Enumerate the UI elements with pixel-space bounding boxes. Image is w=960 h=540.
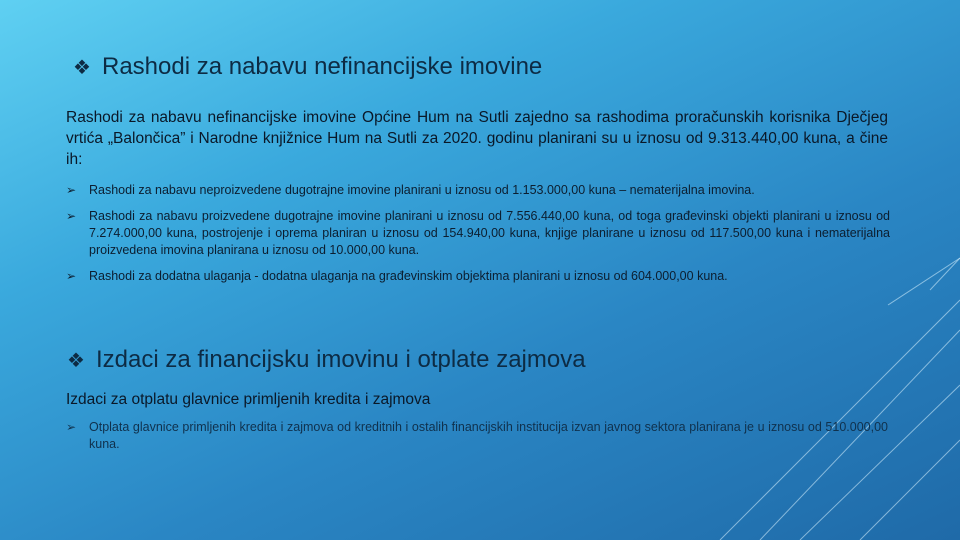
list-item-text: Rashodi za nabavu proizvedene dugotrajne imovine planirani u iznosu od 7.556.440,00 kuna, od toga građevinski objekti planirani u iznosu od 7.274.000,00 kuna, postrojenje i oprema planiran u iznosu od 154.940,00 kuna, knjige planirane u iznosu od 117.500,00 kuna i nematerijalna proizvedena imovina planirana u iznosu od 10.000,00 kuna. xyxy=(89,209,890,257)
list-item-text: Rashodi za nabavu neproizvedene dugotrajne imovine planirani u iznosu od 1.153.000,00 kuna – nematerijalna imovina. xyxy=(89,183,755,197)
section-subtitle: Izdaci za otplatu glavnice primljenih kredita i zajmova xyxy=(66,391,431,408)
section-title: Izdaci za financijsku imovinu i otplate zajmova xyxy=(96,346,586,373)
section-heading-financijska xyxy=(66,346,586,374)
list-item-text: Otplata glavnice primljenih kredita i zajmova od kreditnih i ostalih financijskih institucija izvan javnog sektora planirana je u iznosu od 510.000,00 kuna. xyxy=(89,420,888,451)
list-item xyxy=(66,268,890,285)
arrow-bullet-icon: ➢ xyxy=(66,183,77,197)
section-heading-nefinancijska xyxy=(72,53,542,81)
arrow-bullet-icon: ➢ xyxy=(66,420,77,434)
intro-paragraph: Rashodi za nabavu nefinancijske imovine Općine Hum na Sutli zajedno sa rashodima proračunskih korisnika Dječjeg vrtića „Balončica” i Narodne knjižnice Hum na Sutli za 2020. godinu planirani su u iznosu od 9.313.440,00 kuna, a čine ih: xyxy=(66,109,888,168)
list-item xyxy=(66,419,888,453)
section-title: Rashodi za nabavu nefinancijske imovine xyxy=(102,53,543,80)
list-item xyxy=(66,208,890,259)
list-item xyxy=(66,182,890,199)
diamond-bullet-icon: ❖ xyxy=(67,349,85,372)
arrow-bullet-icon: ➢ xyxy=(66,209,77,223)
arrow-bullet-icon: ➢ xyxy=(66,269,77,283)
diamond-bullet-icon: ❖ xyxy=(73,56,91,79)
list-item-text: Rashodi za dodatna ulaganja - dodatna ulaganja na građevinskim objektima planirani u iznosu od 604.000,00 kuna. xyxy=(89,269,728,283)
